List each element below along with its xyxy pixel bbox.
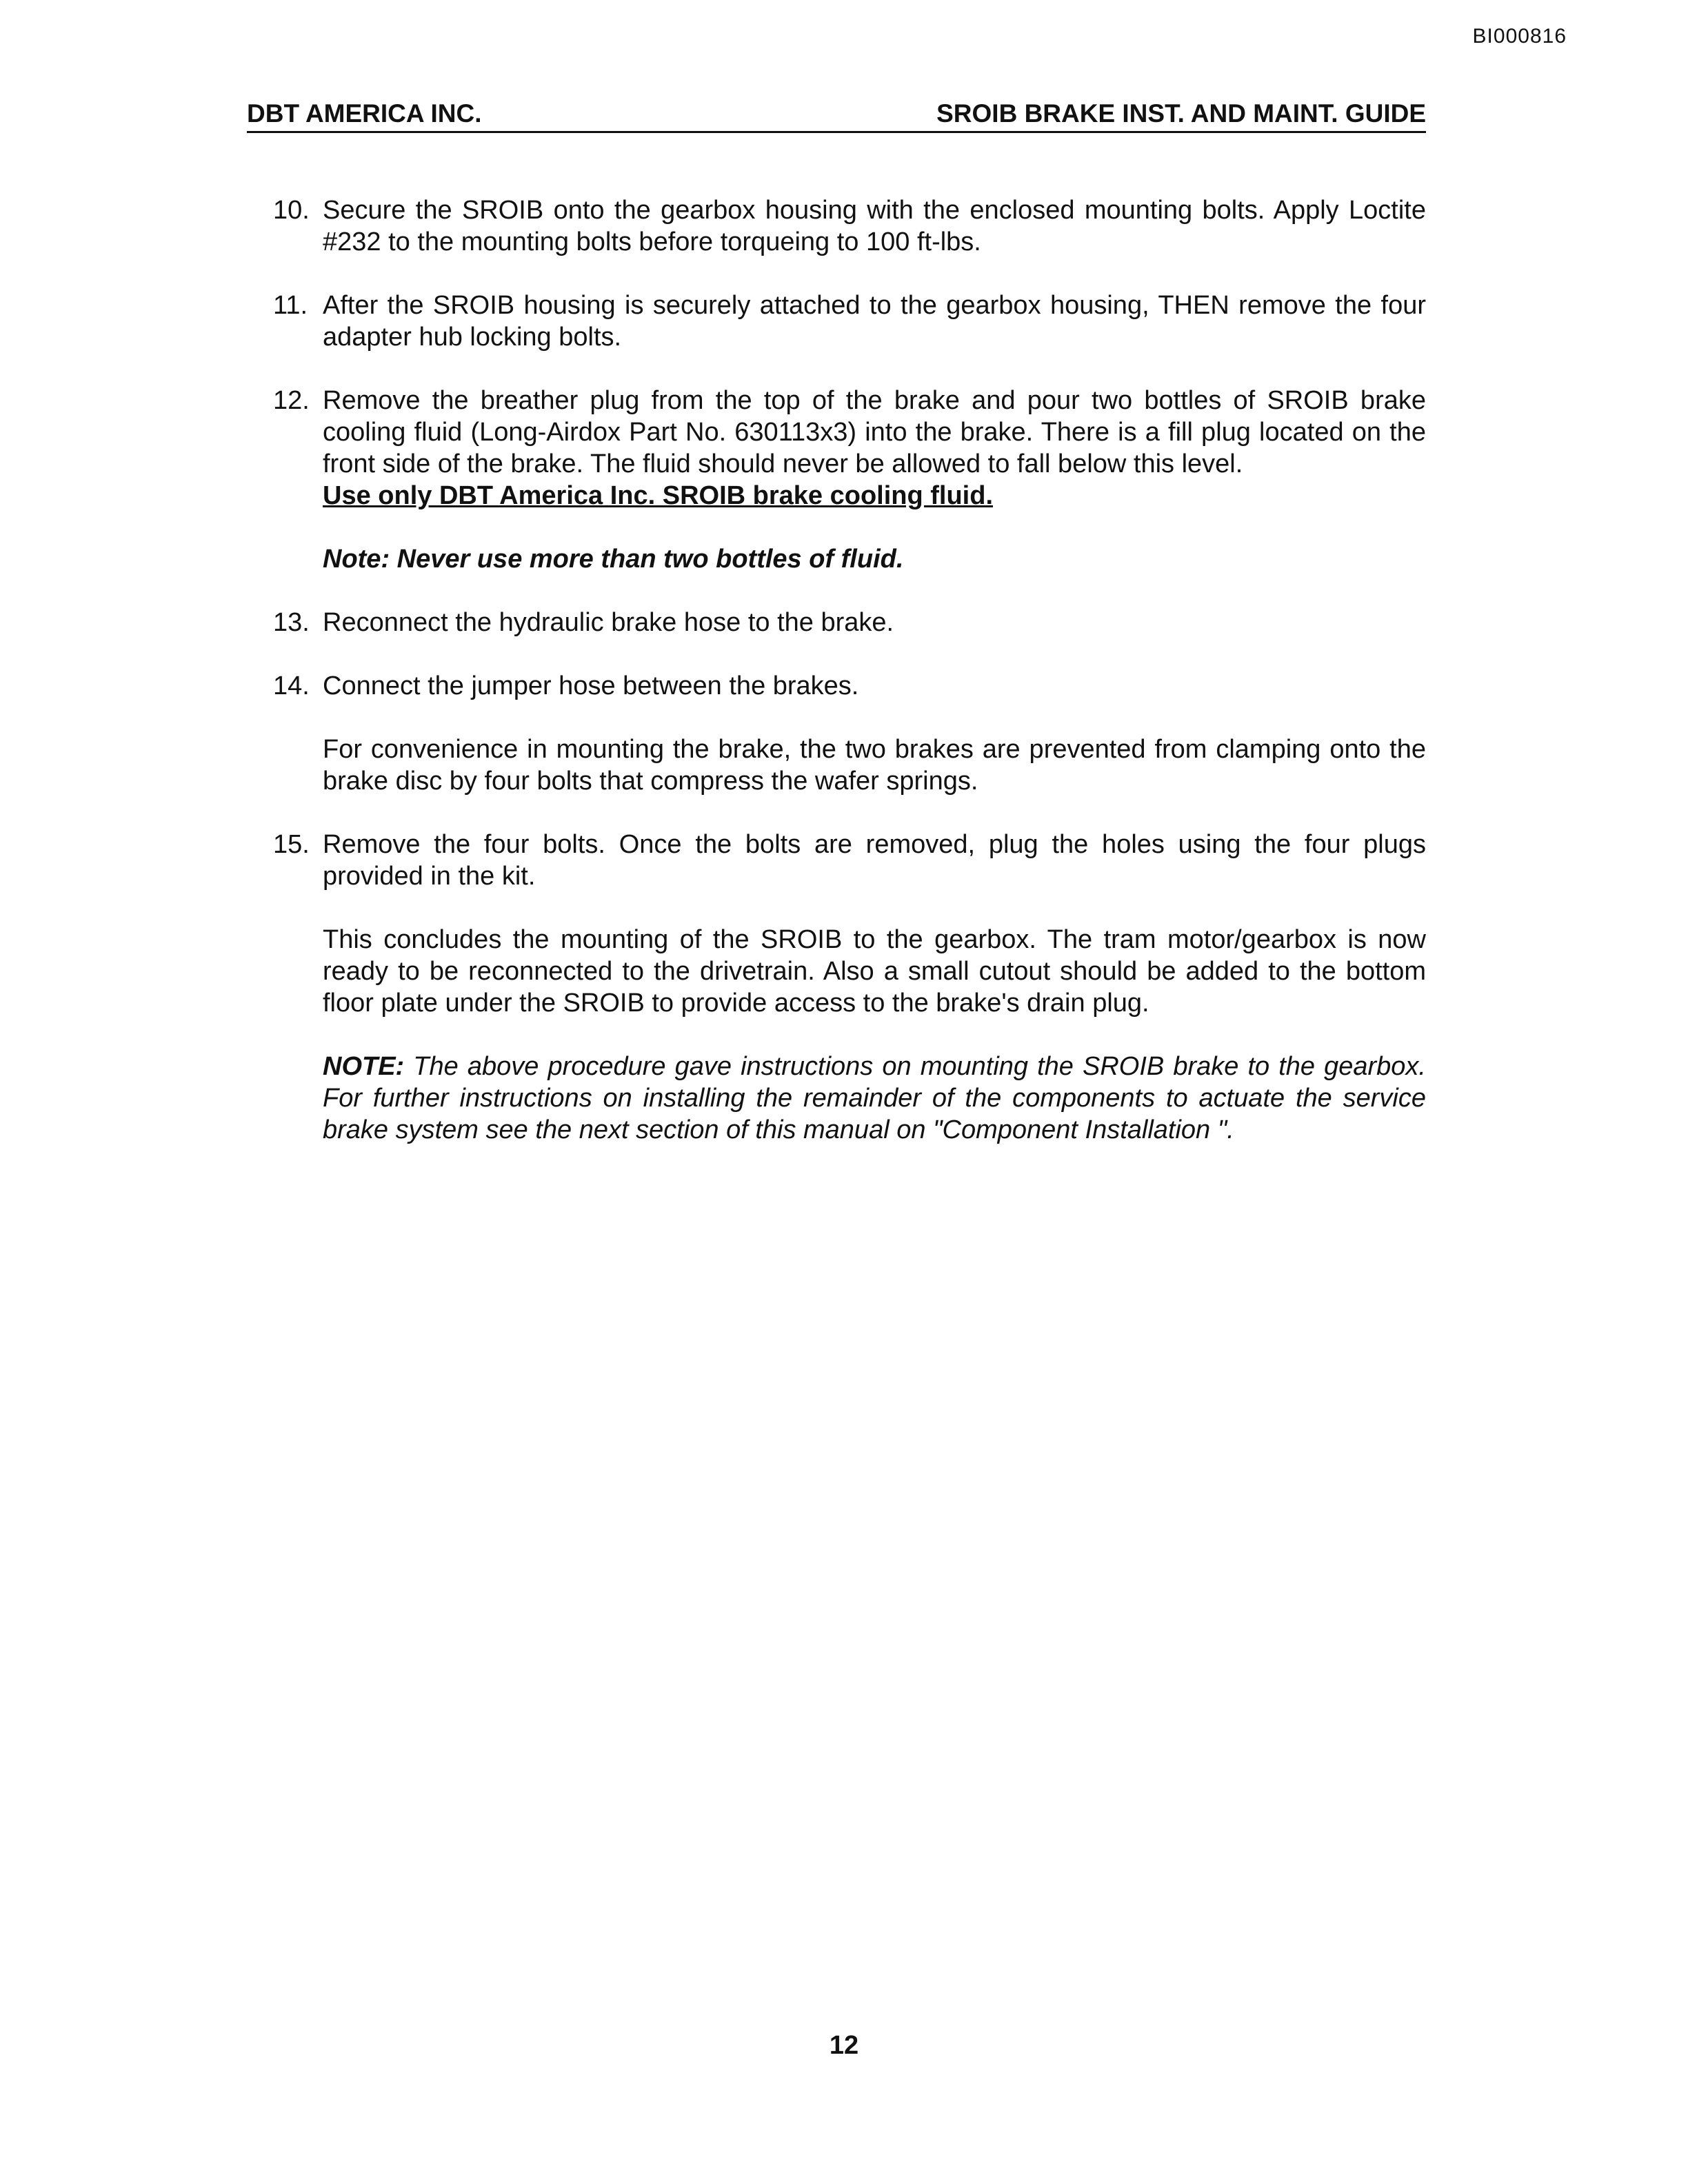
fluid-note-text: Note: Never use more than two bottles of fluid.: [323, 545, 904, 574]
page-body: [273, 194, 1426, 1177]
header-guide-title: SROIB BRAKE INST. AND MAINT. GUIDE: [936, 99, 1426, 128]
conclusion-text: This concludes the mounting of the SROIB to the gearbox. The tram motor/gearbox is now ready to be reconnected to the drivetrain. Also a small cutout should be added to the bottom floor plate under the SROIB to provide access to the brake's drain plug.: [323, 925, 1426, 1018]
step-number: 15.: [273, 830, 310, 859]
step-12: [273, 385, 1426, 512]
step-text: After the SROIB housing is securely attached to the gearbox housing, THEN remove the four adapter hub locking bolts.: [323, 291, 1426, 352]
final-note: [273, 1051, 1426, 1146]
step-15: [273, 829, 1426, 892]
final-note-label: NOTE:: [323, 1052, 405, 1081]
cooling-fluid-warning: Use only DBT America Inc. SROIB brake cooling fluid.: [323, 481, 994, 510]
document-id: BI000816: [1472, 25, 1567, 48]
step-number: 11.: [273, 291, 308, 320]
header-company: DBT AMERICA INC.: [247, 99, 482, 128]
step-13: [273, 607, 1426, 638]
fluid-note: [273, 543, 1426, 575]
convenience-text: For convenience in mounting the brake, the two brakes are prevented from clamping onto the brake disc by four bolts that compress the wafer springs.: [323, 735, 1426, 796]
step-14: [273, 670, 1426, 702]
step-10: [273, 194, 1426, 258]
step-11: [273, 290, 1426, 353]
step-text: Connect the jumper hose between the brakes.: [323, 671, 859, 700]
step-text: Remove the four bolts. Once the bolts are removed, plug the holes using the four plugs provided in the kit.: [323, 830, 1426, 891]
step-text: Remove the breather plug from the top of the brake and pour two bottles of SROIB brake cooling fluid (Long-Airdox Part No. 630113x3) into the brake. There is a fill plug located on the front side of the brake. The fluid should never be allowed to fall below this level.: [323, 386, 1426, 478]
step-number: 10.: [273, 196, 310, 225]
page-number: 12: [829, 2031, 859, 2060]
convenience-paragraph: [273, 734, 1426, 797]
conclusion-paragraph: [273, 924, 1426, 1019]
final-note-text: The above procedure gave instructions on mounting the SROIB brake to the gearbox. For further instructions on installing the remainder of the components to actuate the service brake system see the next section of this manual on "Component Installation ".: [323, 1052, 1426, 1144]
page-header: [247, 98, 1426, 133]
step-number: 14.: [273, 671, 310, 700]
step-number: 12.: [273, 386, 310, 415]
step-text: Reconnect the hydraulic brake hose to the brake.: [323, 608, 894, 637]
step-text: Secure the SROIB onto the gearbox housing with the enclosed mounting bolts. Apply Loctite #232 to the mounting bolts before torqueing to 100 ft-lbs.: [323, 196, 1426, 256]
step-number: 13.: [273, 608, 310, 637]
